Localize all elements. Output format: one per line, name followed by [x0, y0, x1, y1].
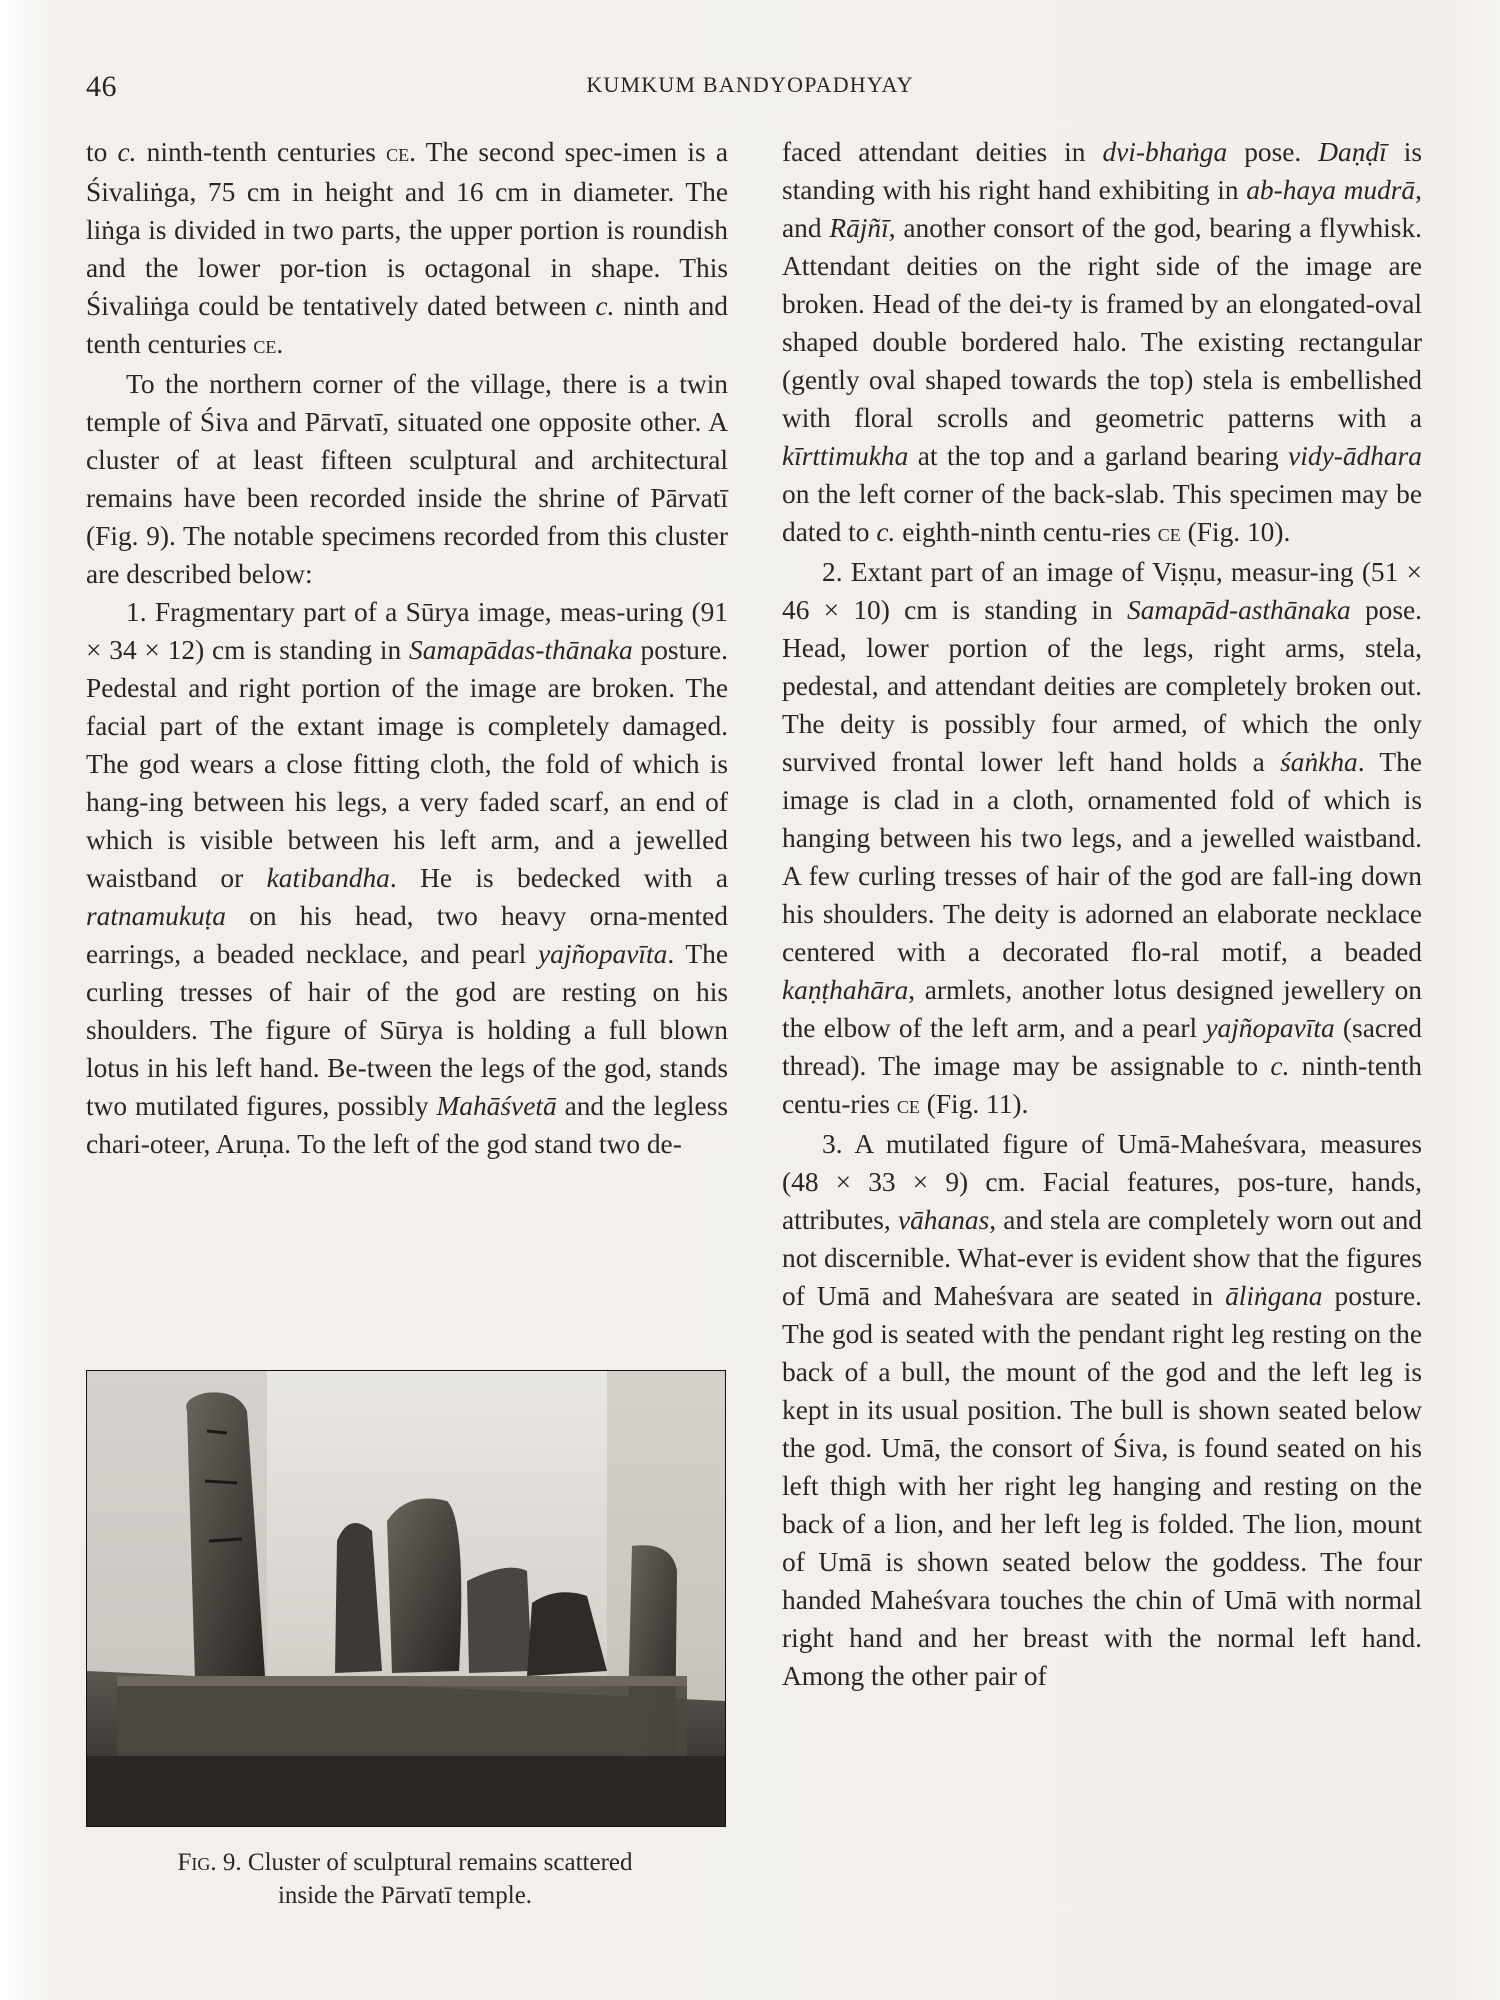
left-text-column — [86, 133, 728, 1163]
page-gutter-edge — [0, 0, 48, 2000]
figure-9-photo — [86, 1370, 726, 1827]
paragraph-attendant-deities: faced attendant deities in dvi-bhaṅga pose. Daṇḍī is standing with his right hand exhibiting in ab-haya mudrā, and Rājñī, another consort of the god, bearing a flywhisk. Attendant deities on the right side of the image are broken. Head of the dei-ty is framed by an elongated-oval shaped double bordered halo. The existing rectangular (gently oval shaped towards the top) stela is embellished with floral scrolls and geometric patterns with a kīrttimukha at the top and a garland bearing vidy-ādhara on the left corner of the back-slab. This specimen may be dated to c. eighth-ninth centu-ries ce (Fig. 10). — [782, 137, 1422, 547]
paragraph-twin-temple: To the northern corner of the village, there is a twin temple of Śiva and Pārvatī, situated one opposite other. A cluster of at least fifteen sculptural and architectural remains have been recorded inside the shrine of Pārvatī (Fig. 9). The notable specimens recorded from this cluster are described below: — [86, 369, 728, 589]
figure-9-caption: Fig. 9. Cluster of sculptural remains scattered inside the Pārvatī temple. — [177, 1849, 633, 1909]
paragraph-continued: to c. ninth-tenth centuries ce. The second spec-imen is a Śivaliṅga, 75 cm in height and 16 cm in diameter. The liṅga is divided in two parts, the upper portion is roundish and the lower por-tion is octagonal in shape. This Śivaliṅga could be tentatively dated between c. ninth and tenth centuries ce. — [86, 137, 728, 359]
page-number: 46 — [86, 70, 117, 103]
paragraph-uma-maheshvara: 3. A mutilated figure of Umā-Maheśvara, measures (48 × 33 × 9) cm. Facial features, pos-ture, hands, attributes, vāhanas, and stela are completely worn out and not discernible. What-ever is evident show that the figures of Umā and Maheśvara are seated in āliṅgana posture. The god is seated with the pendant right leg resting on the back of a bull, the mount of the god and the left leg is kept in its usual position. The bull is shown seated below the god. Umā, the consort of Śiva, is found seated on his left thigh with her right leg hanging and resting on the back of a lion, and her left leg is folded. The lion, mount of Umā is shown seated below the goddess. The four handed Maheśvara touches the chin of Umā with normal right hand and her breast with the normal left hand. Among the other pair of — [782, 1129, 1422, 1691]
figure-label: Fig. 9. — [177, 1849, 242, 1876]
right-text-column — [782, 133, 1422, 1695]
running-head: KUMKUM BANDYOPADHYAY — [586, 72, 914, 97]
paragraph-vishnu-image: 2. Extant part of an image of Viṣṇu, measur-ing (51 × 46 × 10) cm is standing in Samapād-asthānaka pose. Head, lower portion of the legs, right arms, stela, pedestal, and attendant deities are completely broken out. The deity is possibly four armed, of which the only survived frontal lower left hand holds a śaṅkha. The image is clad in a cloth, ornamented fold of which is hanging between his two legs, and a jewelled waistband. A few curling tresses of hair of the god are fall-ing down his shoulders. The deity is adorned an elaborate necklace centered with a decorated flo-ral motif, a beaded kaṇṭhahāra, armlets, another lotus designed jewellery on the elbow of the left arm, and a pearl yajñopavīta (sacred thread). The image may be assignable to c. ninth-tenth centu-ries ce (Fig. 11). — [782, 557, 1423, 1119]
paragraph-surya-image: 1. Fragmentary part of a Sūrya image, meas-uring (91 × 34 × 12) cm is standing in Samapādas-thānaka posture. Pedestal and right portion of the image are broken. The facial part of the extant image is completely damaged. The god wears a close fitting cloth, the fold of which is hang-ing between his legs, a very faded scarf, an end of which is visible between his left arm, and a jewelled waistband or katibandha. He is bedecked with a ratnamukuṭa on his head, two heavy orna-mented earrings, a beaded necklace, and pearl yajñopavīta. The curling tresses of hair of the god are resting on his shoulders. The figure of Sūrya is holding a full blown lotus in his left hand. Be-tween the legs of the god, stands two mutilated figures, possibly Mahāśvetā and the legless chari-oteer, Aruṇa. To the left of the god stand two de- — [86, 597, 728, 1159]
sculpture-photo-illustration — [87, 1371, 725, 1826]
